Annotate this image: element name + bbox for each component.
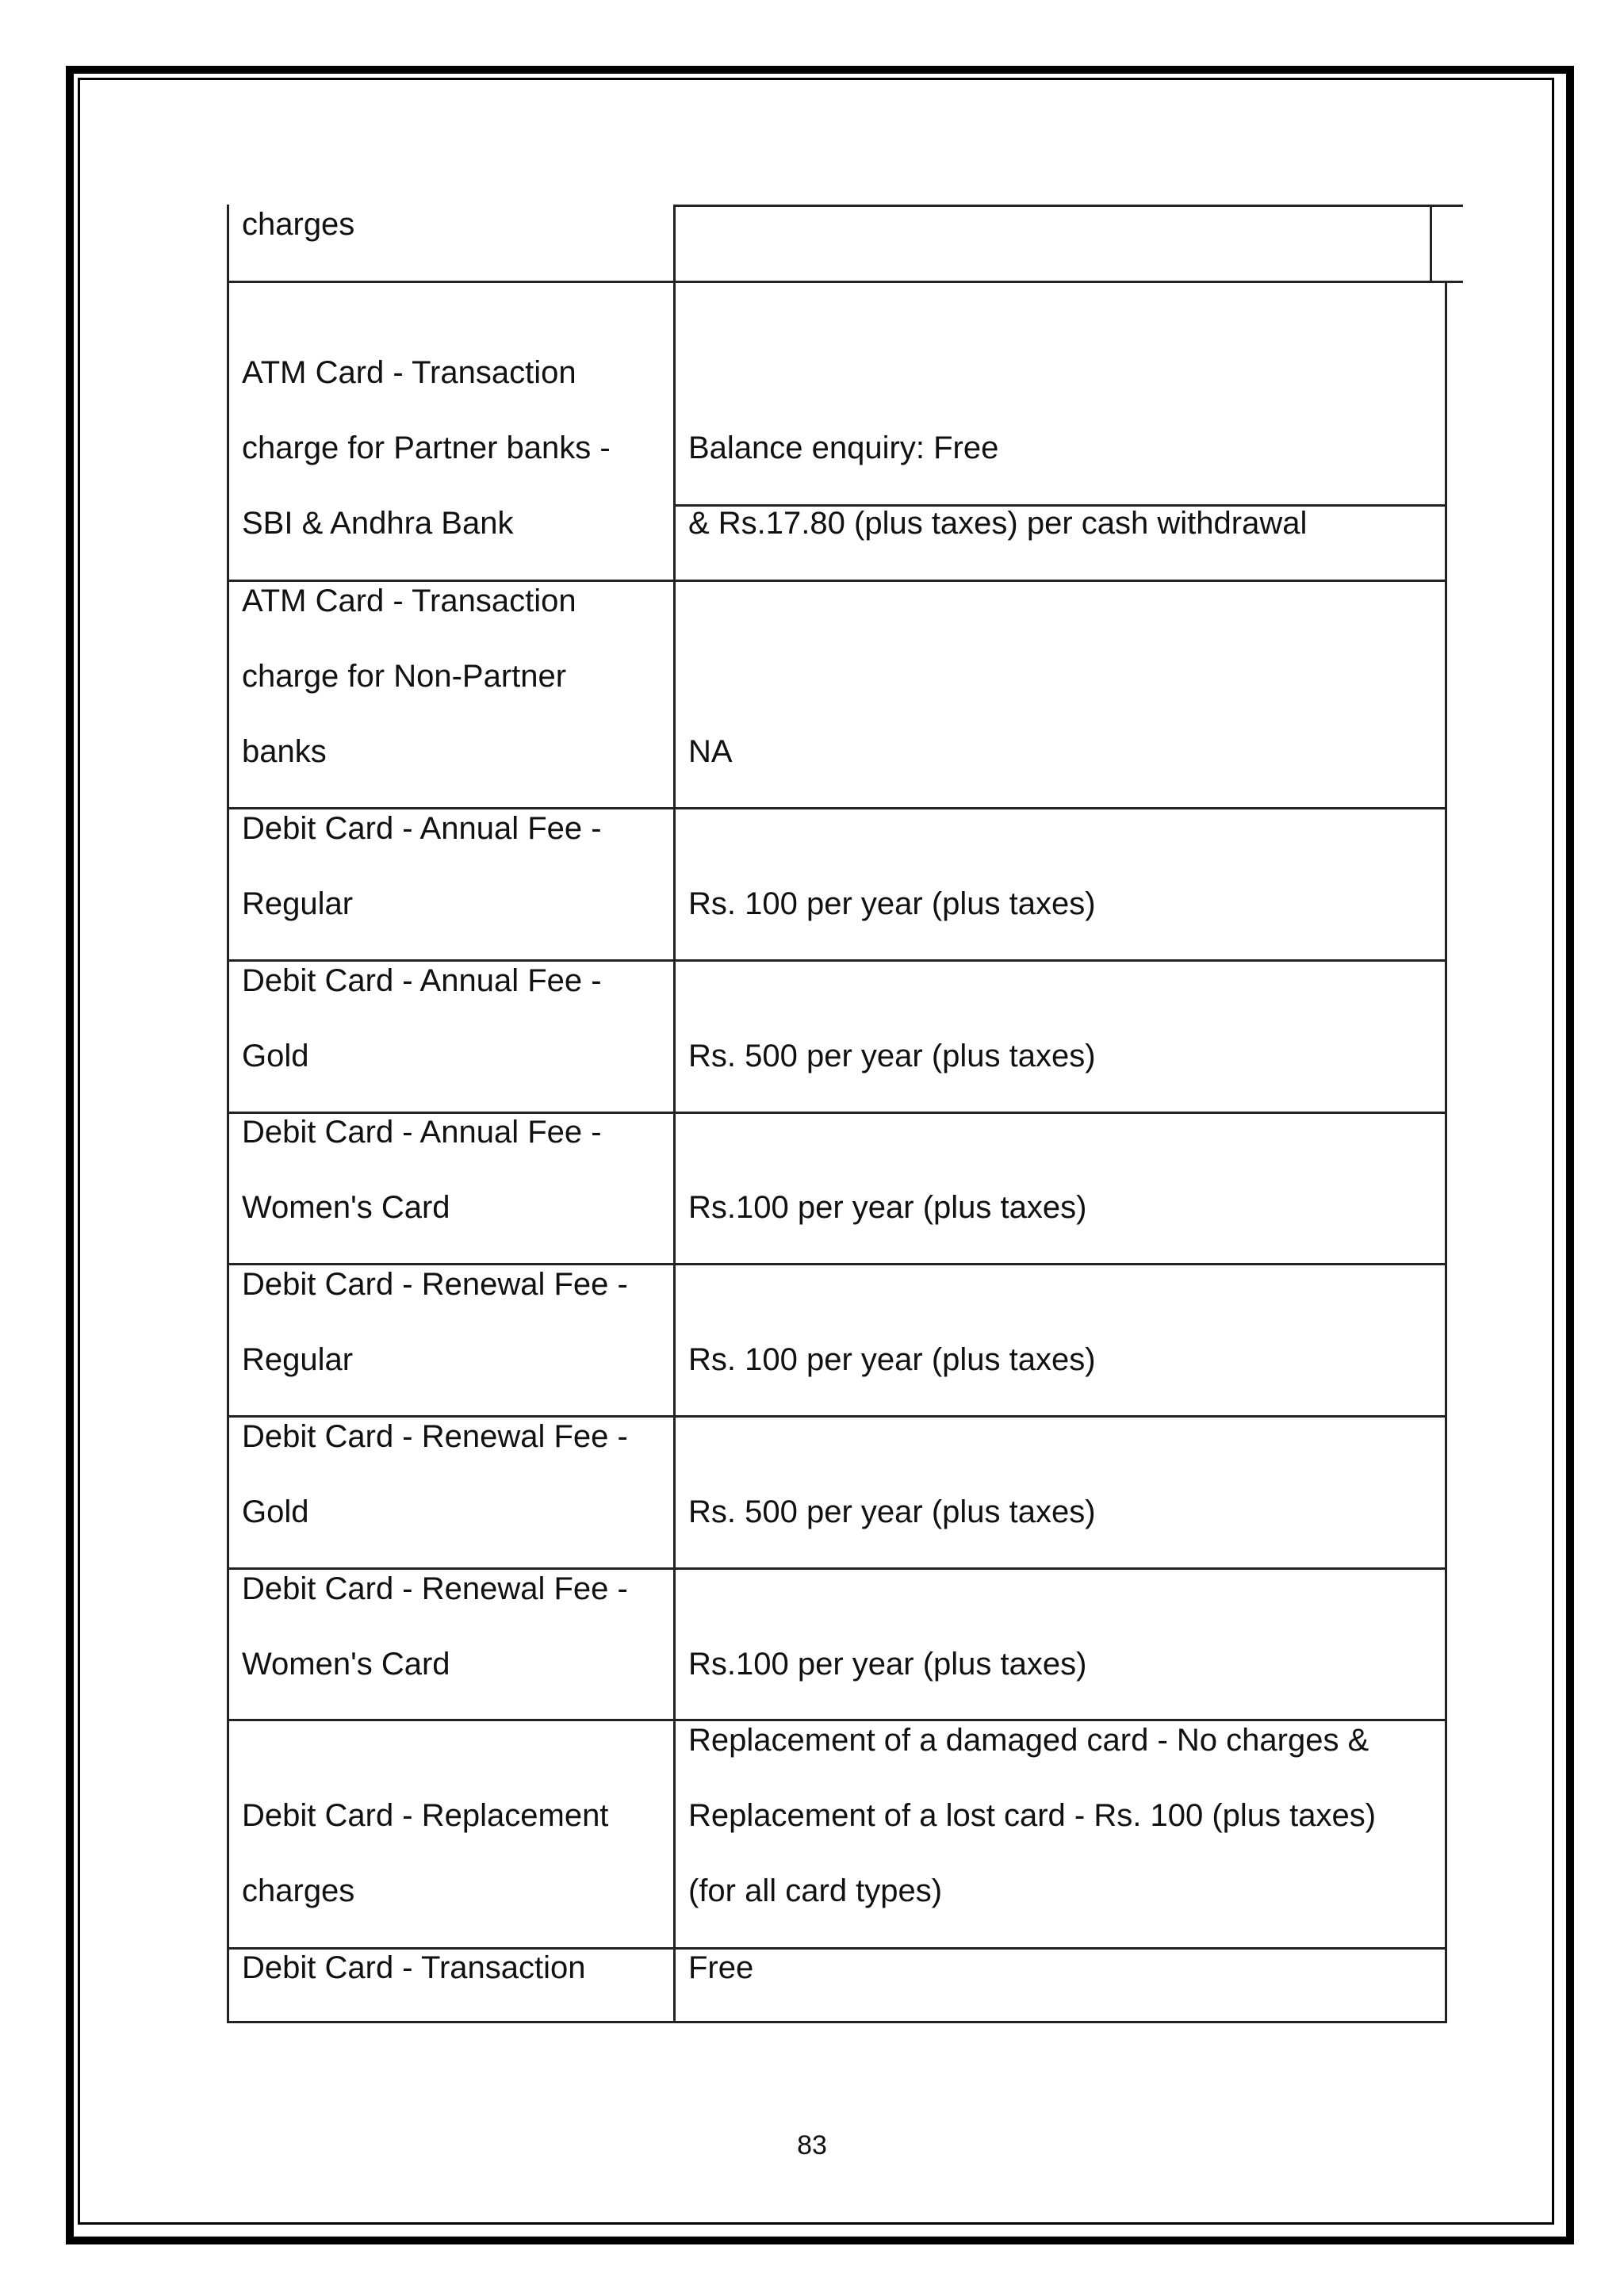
cell-label: charge for Partner banks - xyxy=(242,430,611,465)
cell-label: Debit Card - Annual Fee - xyxy=(242,811,602,846)
cell-value: Rs. 500 per year (plus taxes) xyxy=(688,1494,1096,1529)
cell-value: Rs. 100 per year (plus taxes) xyxy=(688,1342,1096,1377)
cell-value: NA xyxy=(688,734,733,769)
cell-value: Replacement of a lost card - Rs. 100 (plus taxes) xyxy=(688,1798,1377,1833)
row-divider xyxy=(227,281,1463,283)
table-top-border xyxy=(673,205,1463,207)
cell-label: Debit Card - Transaction xyxy=(242,1950,586,1985)
cell-label: Regular xyxy=(242,886,354,921)
cell-value: Rs. 100 per year (plus taxes) xyxy=(688,886,1096,921)
cell-label: Gold xyxy=(242,1494,309,1529)
cell-value: (for all card types) xyxy=(688,1873,943,1908)
cell-value: Rs.100 per year (plus taxes) xyxy=(688,1190,1087,1225)
cell-label: banks xyxy=(242,734,327,769)
cell-label: charges xyxy=(242,1873,355,1908)
cell-label: Debit Card - Renewal Fee - xyxy=(242,1419,628,1454)
cell-value: Rs.100 per year (plus taxes) xyxy=(688,1647,1087,1682)
cell-label: charge for Non-Partner xyxy=(242,659,567,694)
cell-label: Women's Card xyxy=(242,1647,450,1682)
cell-label: ATM Card - Transaction xyxy=(242,584,576,618)
table-border-right xyxy=(1445,281,1447,2023)
cell-label: Debit Card - Renewal Fee - xyxy=(242,1571,628,1606)
cell-value: Replacement of a damaged card - No charges & xyxy=(688,1723,1369,1758)
cell-value: Balance enquiry: Free xyxy=(688,430,999,465)
cell-value: Free xyxy=(688,1950,754,1985)
cell-label: Gold xyxy=(242,1039,309,1073)
cell-label: Debit Card - Annual Fee - xyxy=(242,963,602,998)
cell-label: Women's Card xyxy=(242,1190,450,1225)
cell-label: charges xyxy=(242,207,355,242)
cell-label: Debit Card - Renewal Fee - xyxy=(242,1267,628,1302)
cell-value: Rs. 500 per year (plus taxes) xyxy=(688,1039,1096,1073)
cell-label: Regular xyxy=(242,1342,354,1377)
cell-label: Debit Card - Replacement xyxy=(242,1798,609,1833)
table-border-right-top xyxy=(1430,205,1432,281)
table-border-left xyxy=(227,205,229,2023)
page-number: 83 xyxy=(797,2130,827,2160)
cell-label: Debit Card - Annual Fee - xyxy=(242,1115,602,1150)
table-column-divider xyxy=(673,205,676,2023)
cell-label: SBI & Andhra Bank xyxy=(242,506,514,541)
cell-label: ATM Card - Transaction xyxy=(242,355,576,390)
table-bottom-border xyxy=(227,2021,1447,2023)
cell-value: & Rs.17.80 (plus taxes) per cash withdrawal xyxy=(688,506,1308,541)
